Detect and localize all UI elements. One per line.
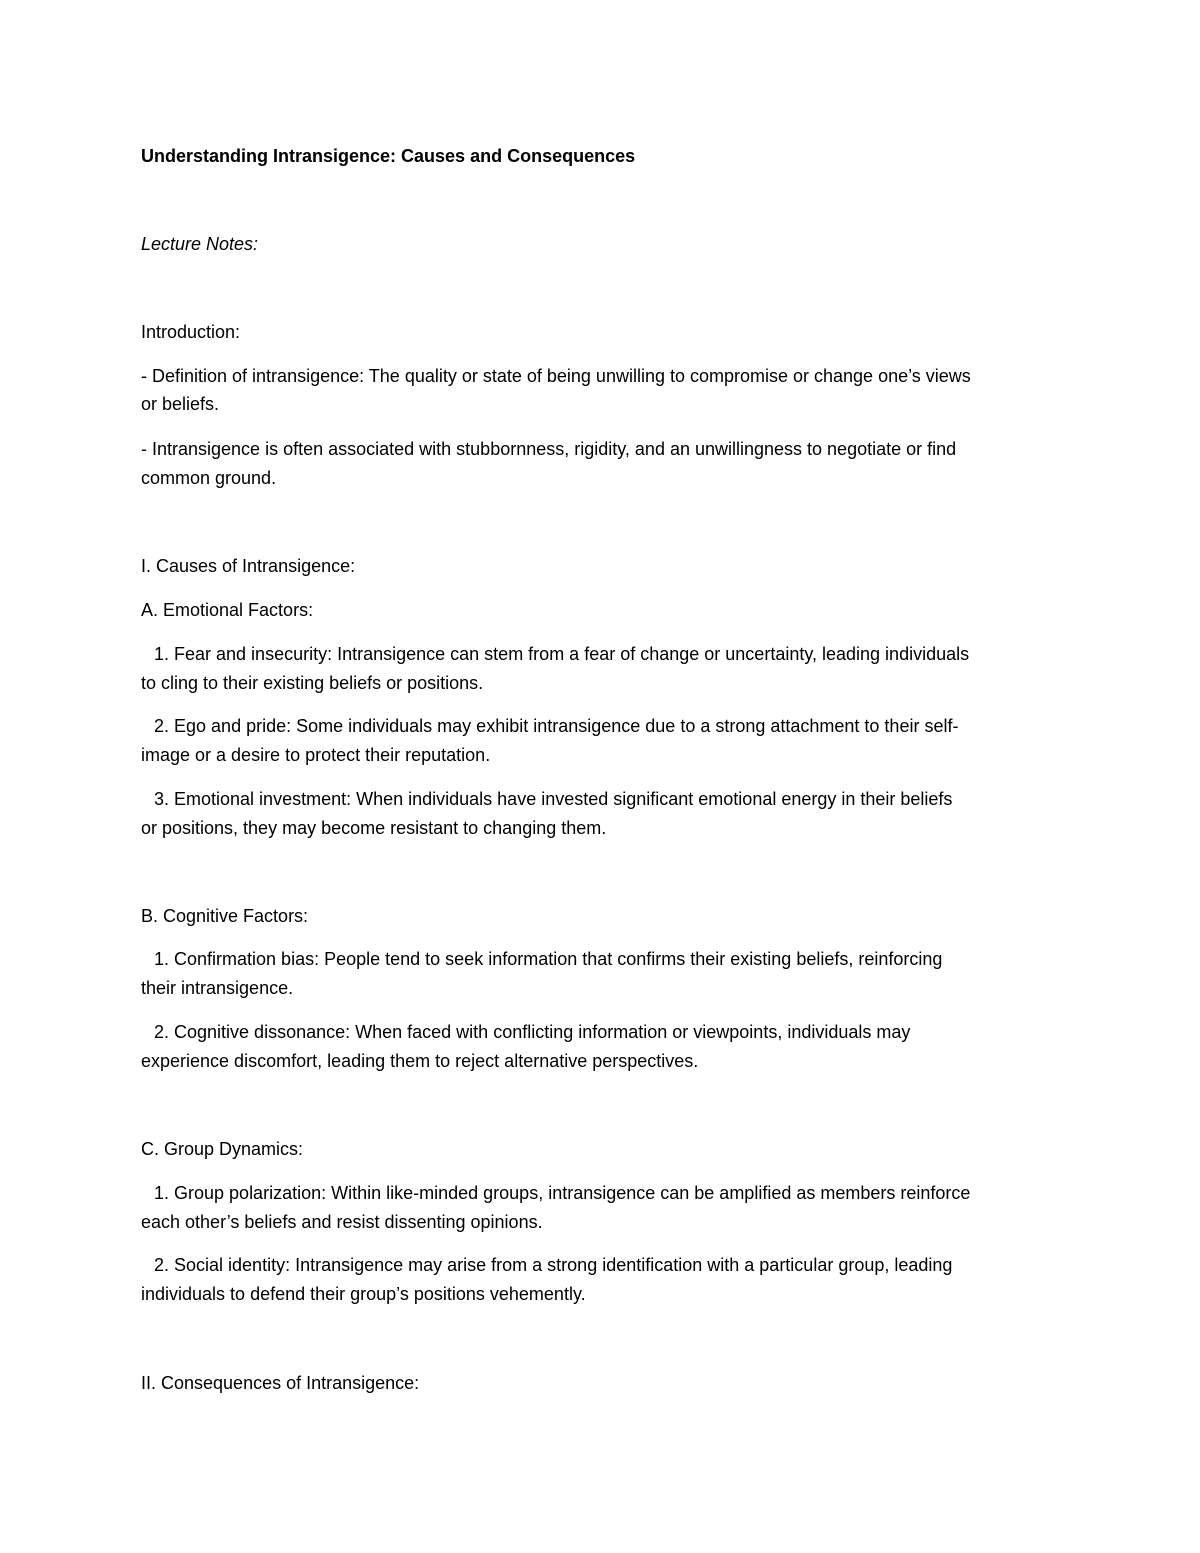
group-item-1-line-1: 1. Group polarization: Within like-minded groups, intransigence can be amplified as members reinforce xyxy=(154,1183,971,1203)
cognitive-item-2-line-2: experience discomfort, leading them to reject alternative perspectives. xyxy=(141,1051,699,1071)
cognitive-item-2-line-1: 2. Cognitive dissonance: When faced with conflicting information or viewpoints, individuals may xyxy=(154,1022,911,1042)
intro-association-line-2: common ground. xyxy=(141,468,277,488)
cognitive-item-1-line-1: 1. Confirmation bias: People tend to seek information that confirms their existing beliefs, reinforcing xyxy=(154,949,943,969)
document-title: Understanding Intransigence: Causes and Consequences xyxy=(141,146,636,166)
group-item-1-line-2: each other’s beliefs and resist dissenting opinions. xyxy=(141,1212,543,1232)
group-item-2-line-1: 2. Social identity: Intransigence may arise from a strong identification with a particular group, leading xyxy=(154,1255,953,1275)
document-subtitle: Lecture Notes: xyxy=(141,234,259,254)
intro-definition-line-1: - Definition of intransigence: The quality or state of being unwilling to compromise or change one’s views xyxy=(141,366,971,386)
emotional-item-2-line-1: 2. Ego and pride: Some individuals may exhibit intransigence due to a strong attachment to their self- xyxy=(154,716,959,736)
emotional-item-1-line-2: to cling to their existing beliefs or positions. xyxy=(141,673,484,693)
consequences-heading: II. Consequences of Intransigence: xyxy=(141,1373,420,1393)
emotional-item-3-line-1: 3. Emotional investment: When individuals have invested significant emotional energy in their beliefs xyxy=(154,789,953,809)
intro-definition-line-2: or beliefs. xyxy=(141,394,220,414)
cognitive-factors-heading: B. Cognitive Factors: xyxy=(141,906,309,926)
emotional-item-3-line-2: or positions, they may become resistant to changing them. xyxy=(141,818,607,838)
introduction-heading: Introduction: xyxy=(141,322,241,342)
intro-association-line-1: - Intransigence is often associated with stubbornness, rigidity, and an unwillingness to negotiate or find xyxy=(141,439,957,459)
emotional-item-2-line-2: image or a desire to protect their reputation. xyxy=(141,745,491,765)
group-item-2-line-2: individuals to defend their group’s positions vehemently. xyxy=(141,1284,586,1304)
emotional-item-1-line-1: 1. Fear and insecurity: Intransigence can stem from a fear of change or uncertainty, leading individuals xyxy=(154,644,970,664)
cognitive-item-1-line-2: their intransigence. xyxy=(141,978,294,998)
emotional-factors-heading: A. Emotional Factors: xyxy=(141,600,314,620)
group-dynamics-heading: C. Group Dynamics: xyxy=(141,1139,304,1159)
causes-heading: I. Causes of Intransigence: xyxy=(141,556,356,576)
